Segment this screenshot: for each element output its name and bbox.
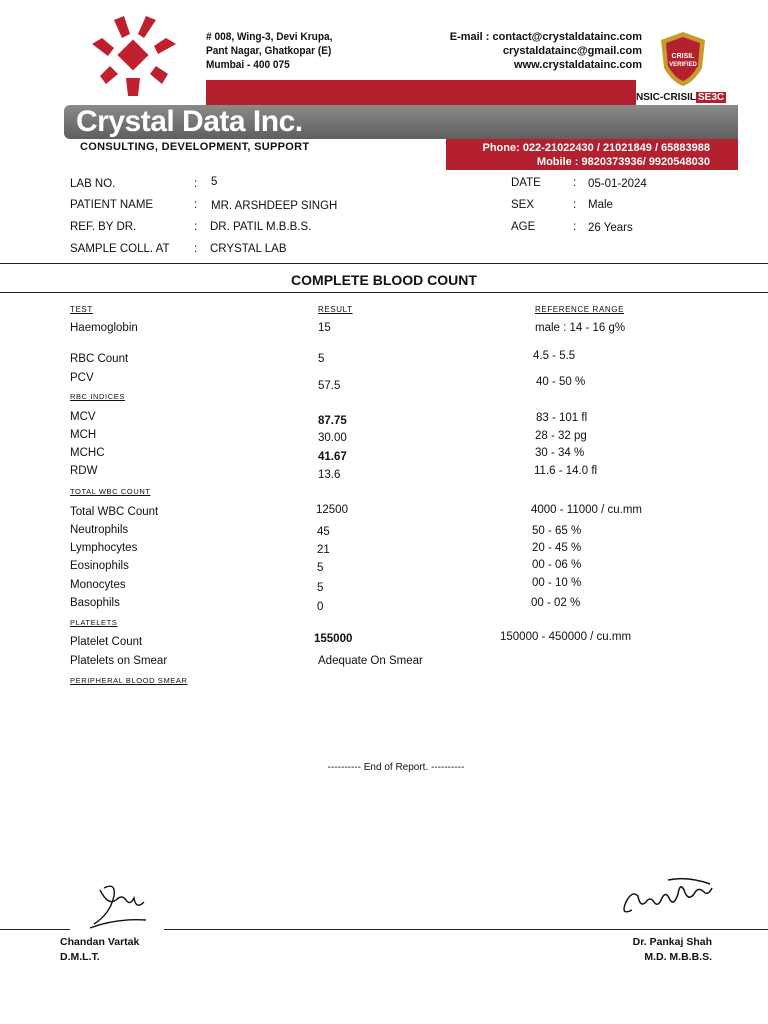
test-result: 45	[317, 526, 330, 538]
test-name: Neutrophils	[70, 524, 129, 536]
company-tagline: CONSULTING, DEVELOPMENT, SUPPORT	[80, 141, 310, 153]
date-value: 05-01-2024	[588, 178, 647, 190]
separator: :	[573, 177, 577, 189]
test-range: 150000 - 450000 / cu.mm	[500, 631, 632, 643]
company-contact	[450, 30, 642, 72]
column-header-range: REFERENCE RANGE	[535, 305, 625, 314]
test-range: 4.5 - 5.5	[533, 350, 576, 362]
phone-numbers: Phone: 022-21022430 / 21021849 / 65883988	[482, 142, 710, 154]
contact-website: www.crystaldatainc.com	[514, 59, 642, 71]
test-range: 00 - 02 %	[531, 597, 581, 609]
lab-no-label: LAB NO.	[70, 178, 116, 190]
header-red-band	[206, 80, 636, 106]
separator: :	[194, 178, 198, 190]
test-result: 87.75	[318, 415, 347, 427]
test-range: 40 - 50 %	[536, 376, 586, 388]
test-range: male : 14 - 16 g%	[535, 322, 626, 334]
test-range: 11.6 - 14.0 fl	[534, 465, 598, 477]
letterhead	[58, 8, 738, 170]
test-range: 50 - 65 %	[532, 525, 582, 537]
company-address	[206, 30, 332, 72]
company-name: Crystal Data Inc.	[76, 105, 303, 138]
address-line: Pant Nagar, Ghatkopar (E)	[206, 45, 332, 57]
contact-email: E-mail : contact@crystaldatainc.com	[449, 31, 642, 43]
end-of-report: ---------- End of Report. ----------	[327, 762, 465, 773]
test-name: RDW	[70, 465, 98, 477]
test-result: 41.67	[318, 451, 347, 463]
test-range: 00 - 10 %	[532, 577, 582, 589]
badge-text: VERIFIED	[669, 62, 697, 68]
divider	[0, 263, 768, 264]
address-line: Mumbai - 400 075	[206, 59, 290, 71]
sex-value: Male	[588, 199, 613, 211]
separator: :	[573, 199, 577, 211]
section-header: PLATELETS	[70, 618, 118, 627]
nsic-rating	[636, 92, 738, 106]
signatory-degree: M.D. M.B.B.S.	[644, 951, 712, 963]
test-range: 20 - 45 %	[532, 542, 582, 554]
company-logo	[86, 14, 182, 98]
signatory-name: Chandan Vartak	[60, 936, 140, 948]
test-name: Eosinophils	[70, 560, 129, 572]
signatory-right	[633, 935, 712, 965]
test-range: 4000 - 11000 / cu.mm	[531, 504, 643, 516]
test-name: Total WBC Count	[70, 506, 159, 518]
test-range: 30 - 34 %	[535, 447, 585, 459]
column-header-result: RESULT	[318, 305, 353, 314]
contact-email-alt: crystaldatainc@gmail.com	[502, 45, 642, 57]
nsic-grade: SE3C	[698, 92, 725, 103]
test-result: 5	[317, 562, 324, 574]
report-title: COMPLETE BLOOD COUNT	[291, 272, 477, 288]
test-result: 0	[317, 601, 324, 613]
test-name: Haemoglobin	[70, 322, 138, 334]
test-name: Basophils	[70, 597, 120, 609]
test-result: Adequate On Smear	[318, 655, 423, 667]
ref-dr-value: DR. PATIL M.B.B.S.	[210, 221, 312, 233]
patient-name-label: PATIENT NAME	[70, 199, 154, 211]
separator: :	[194, 221, 198, 233]
test-result: 57.5	[318, 380, 341, 392]
signatory-left	[60, 935, 139, 965]
column-header-test: TEST	[70, 305, 93, 314]
test-range: 00 - 06 %	[532, 559, 582, 571]
signatory-degree: D.M.L.T.	[60, 951, 100, 963]
mobile-numbers: Mobile : 9820373936/ 9920548030	[536, 156, 710, 168]
test-result: 155000	[314, 633, 353, 645]
test-name: MCV	[70, 411, 96, 423]
sex-label: SEX	[511, 199, 535, 211]
test-result: 5	[318, 353, 325, 365]
signatory-name: Dr. Pankaj Shah	[632, 936, 712, 948]
test-name: MCH	[70, 429, 97, 441]
section-header: TOTAL WBC COUNT	[70, 487, 151, 496]
ref-dr-label: REF. BY DR.	[70, 221, 137, 233]
divider	[0, 929, 70, 930]
section-header: PERIPHERAL BLOOD SMEAR	[70, 676, 188, 685]
test-name: Platelet Count	[70, 636, 143, 648]
patient-name-value: MR. ARSHDEEP SINGH	[211, 200, 338, 212]
test-range: 28 - 32 pg	[535, 430, 587, 442]
test-result: 30.00	[318, 432, 347, 444]
age-label: AGE	[511, 221, 536, 233]
test-result: 15	[318, 322, 331, 334]
age-value: 26 Years	[588, 222, 633, 234]
test-name: Monocytes	[70, 579, 126, 591]
badge-text: CRISIL	[671, 53, 695, 60]
sample-coll-label: SAMPLE COLL. AT	[70, 243, 170, 255]
divider	[0, 292, 768, 293]
test-result: 12500	[316, 504, 348, 516]
lab-no-value: 5	[211, 176, 218, 188]
test-name: RBC Count	[70, 353, 129, 365]
separator: :	[194, 199, 198, 211]
signature-left-icon	[86, 880, 158, 932]
separator: :	[194, 243, 198, 255]
test-result: 13.6	[318, 469, 341, 481]
test-result: 21	[317, 544, 330, 556]
test-range: 83 - 101 fl	[536, 412, 588, 424]
separator: :	[573, 221, 577, 233]
crisil-verified-badge-icon	[658, 30, 708, 88]
divider	[164, 929, 768, 930]
phone-band	[446, 139, 738, 170]
test-result: 5	[317, 582, 324, 594]
test-name: Platelets on Smear	[70, 655, 168, 667]
sample-coll-value: CRYSTAL LAB	[210, 243, 287, 255]
address-line: # 008, Wing-3, Devi Krupa,	[206, 31, 333, 43]
test-name: MCHC	[70, 447, 105, 459]
test-name: PCV	[70, 372, 94, 384]
date-label: DATE	[511, 177, 541, 189]
signature-right-icon	[618, 872, 718, 922]
nsic-label: NSIC-CRISIL	[636, 92, 696, 103]
test-name: Lymphocytes	[70, 542, 138, 554]
section-header: RBC INDICES	[70, 392, 125, 401]
